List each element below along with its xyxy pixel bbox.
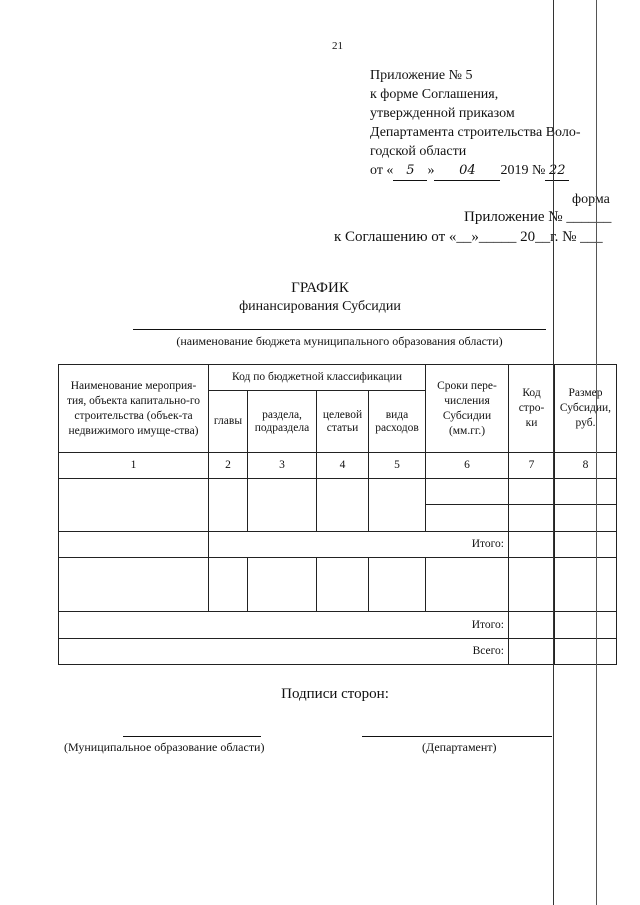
appendix-line-5: годской области	[370, 144, 467, 159]
table-cell-code	[509, 612, 555, 639]
header-budget-code: Код по бюджетной классификации	[209, 365, 426, 391]
table-cell-event-2	[59, 558, 209, 612]
col-number-3: 3	[248, 453, 317, 479]
header-chapter: главы	[209, 391, 248, 453]
form-appendix-number: Приложение № ______	[464, 209, 612, 225]
table-cell-terms	[426, 479, 509, 505]
appendix-line-1: Приложение № 5	[370, 68, 473, 83]
header-event-text: Наименование мероприя-тия, объекта капитально-го строительства (объек-та недвижимого имуще-ства)	[66, 379, 201, 437]
form-label: форма	[572, 192, 610, 207]
date-number: 22	[545, 161, 569, 181]
header-target: целевой статьи	[317, 391, 369, 453]
date-day: 5	[393, 161, 427, 181]
appendix-line-4: Департамента строительства Воло-	[370, 125, 581, 140]
form-agreement-ref: к Соглашению от «__»_____ 20__г. № ___	[334, 229, 603, 245]
signature-caption-right: (Департамент)	[422, 740, 497, 754]
table-cell-target-1	[317, 479, 369, 532]
date-mid: »	[427, 163, 435, 178]
col-number-8: 8	[555, 453, 617, 479]
table-cell-amount	[555, 532, 617, 558]
header-expense-type: вида расходов	[369, 391, 426, 453]
budget-caption: (наименование бюджета муниципального образования области)	[176, 334, 503, 348]
appendix-date	[370, 161, 569, 181]
financing-schedule-table	[58, 364, 617, 665]
header-terms: Сроки пере-числения Субсидии (мм.гг.)	[426, 365, 509, 453]
budget-name-line	[133, 329, 546, 330]
table-cell-code	[509, 532, 555, 558]
scan-fold-line-right	[596, 0, 597, 905]
date-month: 04	[434, 161, 500, 181]
col-number-4: 4	[317, 453, 369, 479]
table-cell-code	[509, 505, 555, 532]
table-cell-amount	[555, 505, 617, 532]
header-amount: Размер Субсидии, руб.	[555, 365, 617, 453]
appendix-block	[370, 66, 630, 186]
table-cell-code	[509, 479, 555, 505]
table-cell-terms	[426, 558, 509, 612]
table-cell-event-1	[59, 479, 209, 532]
vsego-label: Всего:	[59, 639, 509, 665]
itogo-label-2: Итого:	[59, 612, 509, 639]
col-number-5: 5	[369, 453, 426, 479]
table-cell-amount	[555, 558, 617, 612]
table-cell-amount	[555, 612, 617, 639]
col-number-7: 7	[509, 453, 555, 479]
document-subtitle: финансирования Субсидии	[239, 299, 401, 314]
table-cell-expense-1	[369, 479, 426, 532]
table-cell-code	[509, 558, 555, 612]
document-title: ГРАФИК	[291, 280, 349, 296]
table-cell-empty	[59, 532, 209, 558]
header-event	[59, 365, 209, 453]
signature-line-right	[362, 736, 552, 737]
table-cell-code	[509, 639, 555, 665]
table-cell-section-1	[248, 479, 317, 532]
table-cell-terms	[426, 505, 509, 532]
appendix-line-2: к форме Соглашения,	[370, 87, 499, 102]
col-number-1: 1	[59, 453, 209, 479]
signature-line-left	[123, 736, 261, 737]
table-cell-chapter-2	[209, 558, 248, 612]
signatures-title: Подписи сторон:	[281, 686, 389, 702]
header-row-code: Код стро-ки	[509, 365, 555, 453]
page-number: 21	[332, 40, 343, 52]
header-section: раздела, подраздела	[248, 391, 317, 453]
table-cell-amount	[555, 639, 617, 665]
table-cell-section-2	[248, 558, 317, 612]
table-cell-chapter-1	[209, 479, 248, 532]
col-number-2: 2	[209, 453, 248, 479]
signature-caption-left: (Муниципальное образование области)	[64, 740, 265, 754]
date-year: 2019 №	[500, 163, 546, 178]
table-cell-target-2	[317, 558, 369, 612]
itogo-label-1: Итого:	[209, 532, 509, 558]
table-cell-amount	[555, 479, 617, 505]
date-prefix: от «	[370, 163, 394, 178]
appendix-line-3: утвержденной приказом	[370, 106, 515, 121]
scan-fold-line	[553, 0, 554, 905]
col-number-6: 6	[426, 453, 509, 479]
table-cell-expense-2	[369, 558, 426, 612]
